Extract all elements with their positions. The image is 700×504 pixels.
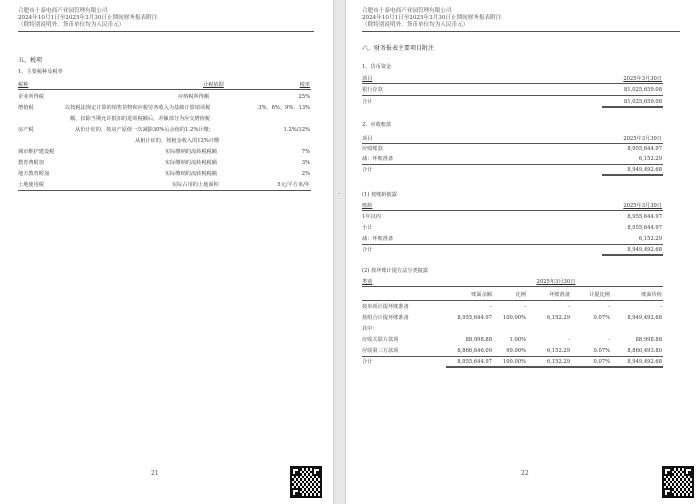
classify-rule	[362, 286, 663, 287]
col-allowance: 坏账准备	[549, 292, 570, 298]
classify-title: (2) 按坏账计提方法分类披露	[362, 268, 429, 274]
cash-col-item: 项目	[362, 76, 373, 82]
col-tax: 税种	[18, 82, 29, 88]
cash-total-rule	[602, 106, 663, 108]
aging-col-item: 账龄	[362, 203, 373, 209]
page-21: 合肥市十泰电商产业园管理有限公司 2024年10月1日至2025年3月30日止期间财务报表附注 （除特别说明外，货币单位均为人民币元） 五、税项 1、主要税种及税率 税种 计税依据 税率 企业所得税 应纳税所得额 25% 增值税 以按税法规定计算的销售货物和应税劳务收入为基础计算销项税 3%、6%、9%、13% 额，扣除当期允许抵扣的进项税额后，差额部分为应交增值税 房产税 从价计征的，按房产原值一次减除30%后余值的1.2%计缴； 1.2%/12% 从租计征的，按租金收入的12%计缴 城市维护建设税 实际缴纳的流转税税额 7% 教育费附加 实际缴纳的流转税税额 3% 地方教育附加 实际缴纳的流转税税额 2% 土地使用税 实际占用的土地面积 5元/平方米/年 21	[0, 0, 333, 504]
section-title: 六、财务报表主要项目附注	[362, 45, 435, 52]
table-bottom-rule	[18, 190, 311, 191]
divider-mark: ·	[338, 190, 341, 198]
page-divider	[333, 0, 346, 504]
aging-col-date: 2025年3月30日	[623, 203, 662, 209]
classify-col-type: 类别	[362, 279, 373, 285]
company-header: 合肥市十泰电商产业园管理有限公司	[362, 8, 452, 14]
header-rule	[362, 31, 680, 32]
section-title: 五、税项	[18, 57, 43, 64]
table-rule	[18, 89, 311, 90]
ar-total-rule	[602, 174, 663, 176]
col-rate: 税率	[299, 82, 310, 88]
ar-title: 2、应收账款	[362, 122, 392, 128]
currency-note: （除特别说明外，货币单位均为人民币元）	[362, 22, 469, 28]
page-number: 21	[151, 470, 159, 477]
ar-rule	[362, 164, 663, 165]
aging-total-rule	[602, 254, 663, 256]
col-book-value: 账面价值	[641, 292, 662, 298]
currency-note: （除特别说明外，货币单位均为人民币元）	[18, 22, 125, 28]
ar-col-date: 2025年3月30日	[623, 136, 662, 142]
page-number: 22	[521, 470, 529, 477]
cash-rule	[362, 83, 663, 84]
classify-date-header: 2025年3月30日	[536, 279, 576, 285]
cash-col-date: 2025年3月30日	[623, 76, 662, 82]
classify-rule	[362, 356, 663, 357]
aging-rule	[362, 210, 663, 211]
period-header: 2024年10月1日至2025年3月30日止期间财务报表附注	[18, 15, 158, 21]
aging-title: (1) 按账龄披露	[362, 192, 397, 198]
cash-title: 1、货币资金	[362, 64, 392, 70]
classify-rule	[362, 300, 663, 301]
subsection-title: 1、主要税种及税率	[18, 69, 63, 75]
col-provision-ratio: 计提比例	[589, 292, 610, 298]
page-22: 合肥市十泰电商产业园管理有限公司 2024年10月1日至2025年3月30日止期间财务报表附注 （除特别说明外，货币单位均为人民币元） 六、财务报表主要项目附注 1、货币资金 项目 2025年3月30日 银行存款 81,025,659.08 合计 81,025,659.08 2、应收账款 项目 2025年3月30日 应收账款 8,955,644.97 减：坏账准备 6,152.29 合计 8,949,492.68 (1) 按账龄披露 账龄 2025年3月30日 1年以内 8,955,644.97 小计 8,955,644.97 减：坏账准备 6,152.29 合计 8,949,492.68 (2) 按坏账计提方法分类披露 类别 2025年3月30日 账面余额 比例 坏账准备 计提比例 账面价值 按单项计提坏账准备 - - - - - 按组合计提坏账准备 8,955,644.97 100.00% 6,152.29 0.07% 8,949,492.68 其中： 应收关联方款项 88,998.88 1.00% - - 88,998.88 应收第三方款项 8,866,646.09 99.00% 6,152.29 0.07% 8,860,493.80 合计 8,955,644.97 100.00% 6,152.29 0.07% 8,949,492.68 22	[346, 0, 700, 504]
cash-rule	[362, 95, 663, 96]
classify-total-rule	[446, 366, 663, 368]
period-header: 2024年10月1日至2025年3月30日止期间财务报表附注	[362, 15, 502, 21]
qr-code-icon	[290, 466, 322, 498]
qr-code-icon	[662, 466, 694, 498]
ar-rule	[362, 143, 663, 144]
col-ratio: 比例	[515, 292, 526, 298]
col-balance: 账面余额	[471, 292, 492, 298]
aging-rule	[362, 244, 663, 245]
ar-col-item: 项目	[362, 136, 373, 142]
header-rule	[18, 31, 314, 32]
company-header: 合肥市十泰电商产业园管理有限公司	[18, 8, 108, 14]
col-basis: 计税依据	[203, 82, 224, 88]
